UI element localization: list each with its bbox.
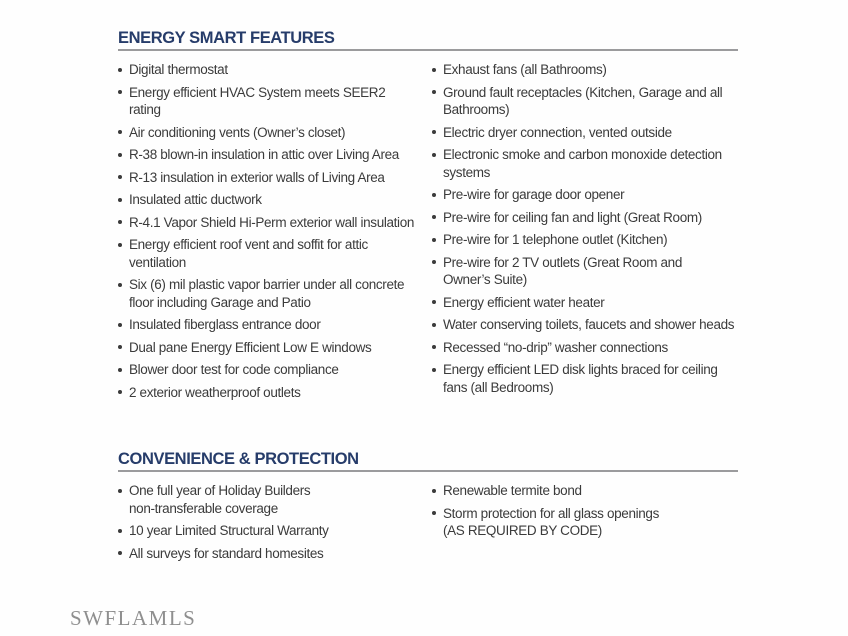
list-item: Energy efficient roof vent and soffit for attic ventilation — [118, 236, 420, 271]
section-energy-smart-features — [118, 29, 738, 406]
list-item: R-38 blown-in insulation in attic over Living Area — [118, 146, 420, 164]
list-item: Electronic smoke and carbon monoxide detection systems — [432, 146, 738, 181]
right-column — [432, 61, 738, 406]
list-item: Renewable termite bond — [432, 482, 738, 500]
list-item: Dual pane Energy Efficient Low E windows — [118, 339, 420, 357]
left-column — [118, 61, 420, 406]
list-item: Blower door test for code compliance — [118, 361, 420, 379]
section-divider — [118, 49, 738, 51]
list-item: R-13 insulation in exterior walls of Living Area — [118, 169, 420, 187]
convenience-left-list — [118, 482, 420, 562]
list-item: R-4.1 Vapor Shield Hi-Perm exterior wall insulation — [118, 214, 420, 232]
energy-features-right-list — [432, 61, 738, 396]
list-item: Insulated attic ductwork — [118, 191, 420, 209]
list-item: Ground fault receptacles (Kitchen, Garage and all Bathrooms) — [432, 84, 738, 119]
list-item: Pre-wire for ceiling fan and light (Great Room) — [432, 209, 738, 227]
list-item: Energy efficient LED disk lights braced for ceiling fans (all Bedrooms) — [432, 361, 738, 396]
section-title: ENERGY SMART FEATURES — [118, 29, 335, 47]
list-item: Insulated fiberglass entrance door — [118, 316, 420, 334]
list-item: Digital thermostat — [118, 61, 420, 79]
convenience-right-list — [432, 482, 738, 540]
section-columns — [118, 61, 738, 406]
list-item: 2 exterior weatherproof outlets — [118, 384, 420, 402]
right-column — [432, 482, 738, 567]
watermark: SWFLAMLS — [70, 606, 197, 630]
section-columns — [118, 482, 738, 567]
left-column — [118, 482, 420, 567]
section-convenience-protection — [118, 450, 738, 567]
list-item: Exhaust fans (all Bathrooms) — [432, 61, 738, 79]
list-item: One full year of Holiday Builders non-transferable coverage — [118, 482, 420, 517]
list-item: Energy efficient HVAC System meets SEER2 rating — [118, 84, 420, 119]
list-item: All surveys for standard homesites — [118, 545, 420, 563]
section-divider — [118, 470, 738, 472]
list-item: Air conditioning vents (Owner’s closet) — [118, 124, 420, 142]
list-item: Storm protection for all glass openings (AS REQUIRED BY CODE) — [432, 505, 738, 540]
list-item: Electric dryer connection, vented outside — [432, 124, 738, 142]
list-item: Six (6) mil plastic vapor barrier under all concrete floor including Garage and Patio — [118, 276, 420, 311]
section-title: CONVENIENCE & PROTECTION — [118, 450, 359, 468]
list-item: Pre-wire for 2 TV outlets (Great Room and Owner’s Suite) — [432, 254, 738, 289]
list-item: Recessed “no-drip” washer connections — [432, 339, 738, 357]
list-item: Pre-wire for 1 telephone outlet (Kitchen) — [432, 231, 738, 249]
list-item: 10 year Limited Structural Warranty — [118, 522, 420, 540]
list-item: Pre-wire for garage door opener — [432, 186, 738, 204]
list-item: Energy efficient water heater — [432, 294, 738, 312]
list-item: Water conserving toilets, faucets and shower heads — [432, 316, 738, 334]
energy-features-left-list — [118, 61, 420, 401]
